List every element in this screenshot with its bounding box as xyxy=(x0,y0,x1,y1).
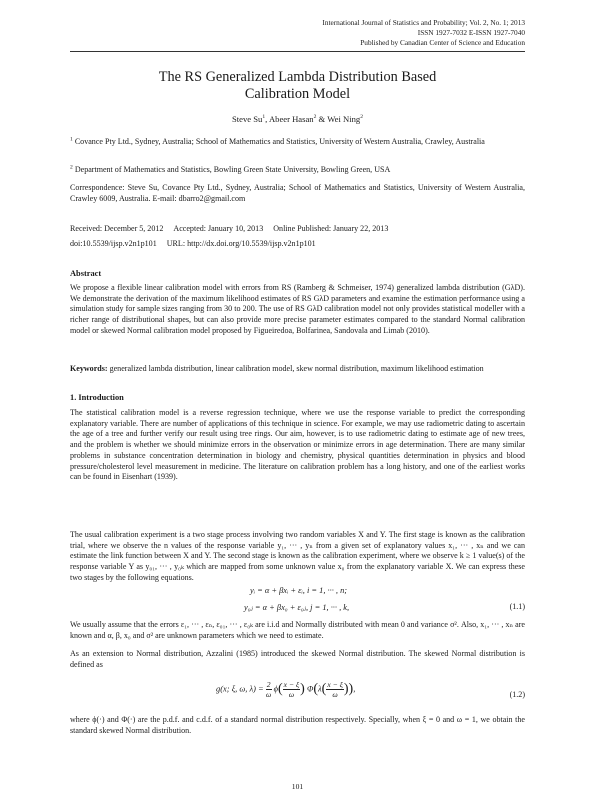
doi-url[interactable]: URL: http://dx.doi.org/10.5539/ijsp.v2n1p101 xyxy=(166,239,316,248)
running-header xyxy=(322,18,525,49)
doi: doi:10.5539/ijsp.v2n1p101 xyxy=(70,239,157,248)
published-date: Online Published: January 22, 2013 xyxy=(273,224,389,233)
doi-line xyxy=(70,239,525,250)
correspondence: Correspondence: Steve Su, Covance Pty Ltd., Sydney, Australia; School of Mathematics and Statistics, University of Western Australia, Crawley 6009, Australia. E-mail: dbarro2@gmail.com xyxy=(70,183,525,203)
equation-1-2: g(x; ξ, ω, λ) = $\frac{2}{\omega}$ ϕ( $\frac{x - \xi}{\omega}$ ) Φ(λ( $\frac{x - \xi}{\omega}$ )), xyxy=(216,680,356,699)
eq2-frac-num: 2 xyxy=(266,680,271,689)
eq2-frac-den: ω xyxy=(265,690,272,699)
author-2-affil: 2 xyxy=(313,114,317,121)
intro-paragraph-4: As an extension to Normal distribution, Azzalini (1985) introduced the skewed Normal distribution. The skewed Normal distribution is defined as xyxy=(70,649,525,669)
eq2-inner-num-1: x − ξ xyxy=(283,680,300,689)
dates-line xyxy=(70,224,525,235)
eq2-lhs: g(x; ξ, ω, λ) = xyxy=(216,684,264,694)
eq2-lambda: λ xyxy=(318,684,322,694)
equation-1-1b: y₀ⱼ = α + βx₀ + ε₀ⱼ, j = 1, ··· , k, xyxy=(244,603,350,612)
journal-line: International Journal of Statistics and Probability; Vol. 2, No. 1; 2013 xyxy=(322,18,525,27)
received-date: Received: December 5, 2012 xyxy=(70,224,164,233)
affiliation-1-number: 1 xyxy=(70,136,73,143)
introduction-heading: 1. Introduction xyxy=(70,393,124,402)
eq2-inner-fraction-1 xyxy=(283,680,301,699)
affiliation-2-text: Department of Mathematics and Statistics, Bowling Green State University, Bowling Green, USA xyxy=(74,165,391,174)
intro-paragraph-2: The usual calibration experiment is a two stage process involving two random variables X and Y. The first stage is known as the calibration trial, where we observe the n values of the response variable y₁, ··· , yₙ from a given set of explanatory values x₁, ··· , xₙ and we can estimate the link function between X and Y. The second stage is known as the calibration experiment, where we observe k ≥ 1 value(s) of the response variable Y as y₀₁, ··· , y₀ₖ which are mapped from some unknown value x₀ from the explanatory variable X. We can express these two stages by the following equations. xyxy=(70,530,525,582)
equation-1-1-number: (1.1) xyxy=(509,602,525,611)
eq2-inner-num-2: x − ξ xyxy=(327,680,343,689)
keywords-label: Keywords: xyxy=(70,364,108,373)
intro-paragraph-3: We usually assume that the errors ε₁, ··· , εₙ, ε₀₁, ··· , ε₀ₖ are i.i.d and Normally distributed with mean 0 and variance σ². Also, x₁, ··· , xₙ are known and α, β, x₀ and σ² are unknown parameters which we need to estimate. xyxy=(70,620,525,640)
paper-title xyxy=(70,69,525,102)
title-line-2: Calibration Model xyxy=(244,85,351,102)
author-2: , Abeer Hasan xyxy=(265,114,314,124)
affiliation-2-number: 2 xyxy=(70,164,73,171)
abstract-heading: Abstract xyxy=(70,269,102,278)
author-3: & Wei Ning xyxy=(316,114,361,124)
header-rule xyxy=(70,51,525,52)
author-list xyxy=(70,114,525,124)
page-number: 101 xyxy=(291,782,304,791)
eq2-Phi: Φ xyxy=(306,684,314,694)
eq2-phi: ϕ xyxy=(273,684,278,694)
eq2-inner-den-1: ω xyxy=(288,690,295,699)
eq2-inner-fraction-2 xyxy=(326,680,344,699)
author-3-affil: 2 xyxy=(360,114,363,121)
keywords xyxy=(70,364,525,375)
equation-1-2-number: (1.2) xyxy=(509,690,525,699)
publisher-line: Published by Canadian Center of Science and Education xyxy=(360,38,525,48)
author-1: Steve Su xyxy=(232,114,263,124)
affiliation-1 xyxy=(70,137,525,148)
accepted-date: Accepted: January 10, 2013 xyxy=(173,224,264,233)
equation-1-1a: yᵢ = α + βxᵢ + εᵢ, i = 1, ··· , n; xyxy=(250,586,348,595)
keywords-text: generalized lambda distribution, linear calibration model, skew normal distribution, maximum likelihood estimation xyxy=(107,364,484,373)
eq2-inner-den-2: ω xyxy=(332,690,338,699)
title-line-1: The RS Generalized Lambda Distribution Based xyxy=(158,69,437,85)
affiliation-1-text: Covance Pty Ltd., Sydney, Australia; School of Mathematics and Statistics, University of Western Australia, Crawley, Australia xyxy=(74,137,485,146)
author-1-affil: 1 xyxy=(262,114,266,121)
eq2-fraction xyxy=(266,680,272,699)
issn-line: ISSN 1927-7032 E-ISSN 1927-7040 xyxy=(417,28,525,38)
intro-paragraph-1: The statistical calibration model is a reverse regression technique, where we use the response variable to predict the corresponding explanatory variable. There are number of applications of this technique in science. For example, we may use radiometric dating to ascertain the age of a tree and further verify our result using tree rings. Our aim, however, is to use radiometric dating to estimate age of new trees, and the problem is whether we should minimize errors in the observation or minimize errors in age determination. There are many similar problems in substance concentration determination in biology and chemistry, physical quantities determination in physics and blood pressure/cholesterol level measurement in medicine. The literature on calibration problem has a long history, and one of the earliest works can be found in Eisenhart (1939). xyxy=(70,408,525,482)
intro-paragraph-5: where ϕ(·) and Φ(·) are the p.d.f. and c.d.f. of a standard normal distribution respectively. Specially, when ξ = 0 and ω = 1, we obtain the standard skewed Normal distribution. xyxy=(70,715,525,735)
affiliation-2 xyxy=(70,165,525,176)
abstract-text: We propose a flexible linear calibration model with errors from RS (Ramberg & Schmeiser, 1974) generalized lambda distribution (GλD). We demonstrate the derivation of the maximum likelihood estimates of RS GλD parameters and examine the estimation performance using a simulation study for sample sizes ranging from 30 to 200. The use of RS GλD calibration model not only provides statistical modeller with a richer range of distributional shapes, but can also provide more precise parameter estimates compared to the standard Normal calibration model or skewed Normal calibration model proposed by Figueiredoa, Bolfarinea, Sandovala and Limab (2010). xyxy=(70,283,525,335)
